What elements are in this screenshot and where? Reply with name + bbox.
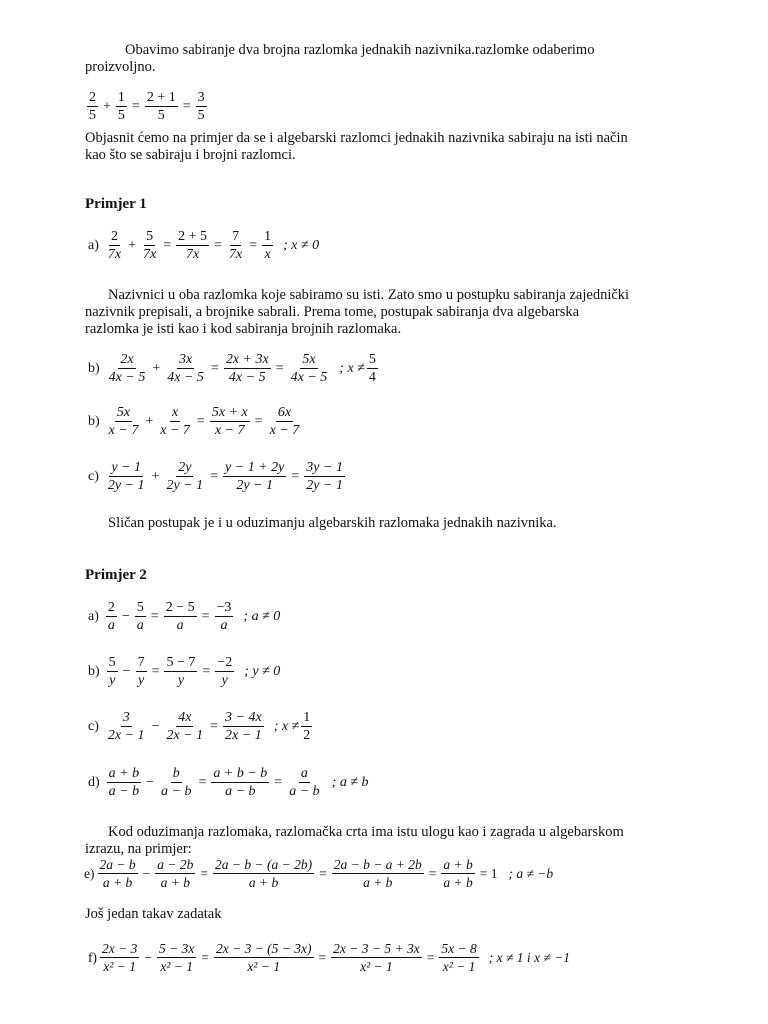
paragraph-line-1: Nazivnici u oba razlomka koje sabiramo su isti. Zato smo u postupku sabiranja zajednički [108, 287, 630, 303]
numerator: 2x − 3 − 5 + 3x [333, 941, 420, 956]
denominator: 4x − 5 [167, 370, 204, 385]
denominator: a [136, 618, 144, 633]
numerator: 3 [197, 90, 205, 105]
fraction [223, 460, 286, 493]
numerator: 7 [137, 655, 145, 670]
fraction [262, 229, 273, 262]
example-2e: e) $\frac{2a - b}{a + b}$ − $\frac{a - 2b}{a + b}$ = $\frac{2a - b - (a - 2b)}{a + b}$ = $\frac{2a - b - a + 2b}{a + b}$ = $\frac{a + b}{a + b}$ = 1 ; a ≠ −b [84, 857, 554, 890]
item-label: a) [88, 237, 99, 253]
numerator: −2 [217, 655, 233, 670]
example-1c: c) $\frac{y - 1}{2y - 1}$ + $\frac{2y}{2y - 1}$ = $\frac{y - 1 + 2y}{2y - 1}$ = $\frac{3y - 1}{2y - 1}$ [88, 460, 343, 493]
denominator: x² − 1 [103, 959, 136, 974]
numerator: 5 [136, 600, 144, 615]
section-heading-primjer-1: Primjer 1 [85, 196, 147, 212]
fraction [106, 600, 117, 633]
fraction [141, 229, 158, 262]
numerator: y − 1 + 2y [225, 460, 285, 475]
numerator: a + b − b [213, 766, 268, 781]
fraction [304, 460, 345, 493]
denominator: a − b [289, 784, 320, 799]
denominator: a + b [248, 875, 279, 890]
numerator: −3 [216, 600, 232, 615]
condition: ; a ≠ b [331, 774, 369, 790]
condition: ; a ≠ −b [508, 865, 554, 881]
fraction [155, 857, 195, 890]
denominator: x² − 1 [160, 959, 193, 974]
fraction [158, 405, 192, 438]
example-2c: c) $\frac{3}{2x - 1}$ − $\frac{4x}{2x - 1}$ = $\frac{3 - 4x}{2x - 1}$ ; x ≠ $\frac{1}{2}$ [88, 710, 311, 743]
fraction [211, 766, 269, 799]
numerator: 2a − b − (a − 2b) [215, 857, 313, 872]
example-1b-second: b) $\frac{5x}{x - 7}$ + $\frac{x}{x - 7}$ = $\frac{5x + x}{x - 7}$ = $\frac{6x}{x - 7}$ [88, 405, 300, 438]
numerator: 3 − 4x [225, 710, 262, 725]
another-task-text: Još jedan takav zadatak [85, 906, 222, 922]
example-1b-first: b) $\frac{2x}{4x - 5}$ + $\frac{3x}{4x - 5}$ = $\frac{2x + 3x}{4x - 5}$ = $\frac{5x}{4x - 5}$ ; x ≠ $\frac{5}{4}$ [88, 352, 376, 385]
fraction [164, 710, 205, 743]
numerator: 5 [368, 352, 376, 367]
numerator: 4x [178, 710, 192, 725]
numerator: y − 1 [111, 460, 142, 475]
denominator: 4x − 5 [290, 370, 328, 385]
fraction [159, 766, 193, 799]
fraction [439, 941, 478, 974]
fraction [332, 857, 424, 890]
fraction [135, 600, 146, 633]
denominator: 4x − 5 [108, 370, 146, 385]
fraction [107, 352, 148, 385]
numeric-example [85, 90, 209, 123]
numerator: 5 [108, 655, 116, 670]
denominator: 2y − 1 [107, 478, 145, 493]
paragraph-line-3: razlomka je isti kao i kod sabiranja brojnih razlomaka. [85, 321, 402, 337]
numerator: 3 [122, 710, 130, 725]
condition: ; y ≠ 0 [244, 663, 281, 679]
numerator: 5x [302, 352, 316, 367]
item-label: c) [88, 468, 99, 484]
item-label: b) [88, 663, 100, 679]
denominator: x [264, 247, 271, 262]
numerator: 5 − 7 [166, 655, 196, 670]
fraction [224, 352, 271, 385]
result: = 1 [479, 865, 498, 881]
condition: ; x ≠ 0 [283, 237, 320, 253]
example-1a: a) $\frac{2}{7x}$ + $\frac{5}{7x}$ = $\frac{2 + 5}{7x}$ = $\frac{7}{7x}$ = $\frac{1}{x}$ ; x ≠ 0 [88, 229, 320, 262]
numerator: 2 + 5 [178, 229, 208, 244]
fraction [164, 655, 197, 688]
denominator: y [137, 673, 145, 688]
numerator: a + b [108, 766, 140, 781]
denominator: y [177, 673, 185, 688]
fraction [301, 710, 312, 743]
example-2a: a) $\frac{2}{a}$ − $\frac{5}{a}$ = $\frac{2 - 5}{a}$ = $\frac{-3}{a}$ ; a ≠ 0 [88, 600, 281, 633]
numerator: 2x + 3x [225, 352, 269, 367]
denominator: x − 7 [108, 423, 139, 438]
paragraph-line-2: izrazu, na primjer: [85, 841, 192, 857]
item-label: b) [88, 360, 100, 376]
denominator: 2y − 1 [306, 478, 343, 493]
numerator: 2 [89, 90, 96, 105]
fraction [107, 655, 118, 688]
numerator: 2a − b [99, 857, 136, 872]
denominator: a [176, 618, 184, 633]
denominator: 2 [303, 728, 311, 743]
condition: ; a ≠ 0 [243, 608, 281, 624]
numerator: 1 [303, 710, 311, 725]
denominator: 2x − 1 [107, 728, 145, 743]
fraction [164, 460, 205, 493]
intro-line-2: proizvoljno. [85, 59, 156, 75]
equals-sign: = [182, 98, 191, 114]
fraction [98, 857, 138, 890]
item-label: c) [88, 718, 99, 734]
fraction [106, 460, 147, 493]
denominator: 4x − 5 [228, 370, 266, 385]
fraction [157, 941, 196, 974]
denominator: x − 7 [214, 423, 245, 438]
fraction [87, 90, 98, 123]
fraction [331, 941, 422, 974]
denominator: 2y − 1 [236, 478, 274, 493]
denominator: 7x [185, 247, 200, 262]
numerator: 2x − 3 [102, 941, 138, 956]
fraction [164, 600, 197, 633]
numerator: 6x [277, 405, 292, 420]
paragraph-line-1: Kod oduzimanja razlomaka, razlomačka crta ima istu ulogu kao i zagrada u algebarskom [108, 824, 624, 840]
fraction [215, 600, 234, 633]
numerator: 5 [146, 229, 154, 244]
denominator: x² − 1 [360, 959, 393, 974]
numerator: 5 − 3x [158, 941, 195, 956]
denominator: x² − 1 [442, 959, 476, 974]
fraction [214, 941, 314, 974]
denominator: 4 [368, 370, 376, 385]
fraction [136, 655, 147, 688]
fraction [227, 229, 244, 262]
denominator: a [220, 618, 228, 633]
example-2f: f) $\frac{2x - 3}{\text{x² − 1}}$ − $\frac{5 - 3x}{\text{x² − 1}}$ = $\frac{2x - 3 - (5 - 3x)}{\text{x² − 1}}$ = $\frac{2x - 3 - 5 + 3x}{\text{x² − 1}}$ = $\frac{5x - 8}{\text{x² − 1}}$ ; x ≠ 1 i x ≠ −1 [88, 941, 571, 974]
fraction [116, 90, 127, 123]
denominator: a [107, 618, 115, 633]
numerator: 3y − 1 [306, 460, 343, 475]
fraction [100, 941, 139, 974]
denominator: x² − 1 [247, 959, 281, 974]
denominator: 5 [197, 108, 205, 123]
numerator: 2x − 3 − (5 − 3x) [215, 941, 312, 956]
item-label: e) [84, 865, 95, 881]
item-label: a) [88, 608, 99, 624]
fraction [145, 90, 178, 123]
fraction [268, 405, 302, 438]
numerator: 2 [111, 229, 118, 244]
denominator: a − b [108, 784, 140, 799]
item-label: d) [88, 774, 100, 790]
numerator: 2 + 1 [146, 90, 176, 105]
numerator: 2a − b − a + 2b [333, 857, 422, 872]
intro-line-1: Obavimo sabiranje dva brojna razlomka jednakih nazivnika.razlomke odaberimo [125, 42, 595, 58]
denominator: x − 7 [269, 423, 300, 438]
denominator: 7x [228, 247, 243, 262]
fraction [213, 857, 314, 890]
fraction [196, 90, 207, 123]
fraction [441, 857, 474, 890]
explanation-line-2: kao što se sabiraju i brojni razlomci. [85, 147, 296, 163]
denominator: 2x − 1 [166, 728, 204, 743]
numerator: 5x [116, 405, 131, 420]
fraction [287, 766, 321, 799]
condition: ; x ≠ [273, 718, 300, 734]
denominator: 5 [117, 108, 125, 123]
denominator: a + b [443, 875, 473, 890]
fraction [223, 710, 264, 743]
fraction [289, 352, 330, 385]
denominator: a + b [160, 875, 190, 890]
numerator: 1 [264, 229, 272, 244]
denominator: y [221, 673, 228, 688]
section-heading-primjer-2: Primjer 2 [85, 567, 147, 583]
fraction [107, 405, 141, 438]
fraction [176, 229, 209, 262]
example-2d: d) $\frac{a + b}{a - b}$ − $\frac{b}{a - b}$ = $\frac{a + b - b}{a - b}$ = $\frac{a}{a - b}$ ; a ≠ b [88, 766, 369, 799]
denominator: a − b [161, 784, 192, 799]
numerator: 1 [117, 90, 125, 105]
numerator: 3x [178, 352, 193, 367]
denominator: 7x [107, 247, 122, 262]
denominator: 5 [157, 108, 165, 123]
condition: ; x ≠ [339, 360, 365, 376]
numerator: 5x + x [211, 405, 248, 420]
fraction [210, 405, 250, 438]
fraction [107, 766, 141, 799]
equals-sign: = [131, 98, 140, 114]
example-2b: b) $\frac{5}{y}$ − $\frac{7}{y}$ = $\frac{5 - 7}{y}$ = $\frac{-2}{y}$ ; y ≠ 0 [88, 655, 281, 688]
numerator: a + b [443, 857, 473, 872]
paragraph-line-2: nazivnik prepisali, a brojnike sabrali. Prema tome, postupak sabiranja dva algebarska [85, 304, 580, 320]
explanation-line-1: Objasnit ćemo na primjer da se i algebarski razlomci jednakih nazivnika sabiraju na isti način [85, 130, 628, 146]
fraction [106, 229, 123, 262]
fraction [165, 352, 206, 385]
numerator: a [300, 766, 308, 781]
denominator: 5 [89, 108, 96, 123]
denominator: 2y − 1 [166, 478, 204, 493]
numerator: 5x − 8 [441, 941, 477, 956]
denominator: 2x − 1 [225, 728, 262, 743]
item-label: f) [88, 949, 97, 965]
numerator: b [172, 766, 180, 781]
numerator: 2 − 5 [165, 600, 195, 615]
numerator: x [171, 405, 179, 420]
numerator: 2 [107, 600, 115, 615]
fraction [367, 352, 378, 385]
denominator: y [109, 673, 116, 688]
denominator: a + b [363, 875, 393, 890]
numerator: 2x [120, 352, 134, 367]
numerator: 7 [232, 229, 240, 244]
fraction [215, 655, 234, 688]
denominator: a − b [225, 784, 256, 799]
denominator: x − 7 [160, 423, 190, 438]
plus-sign: + [103, 98, 111, 114]
similar-procedure-text: Sličan postupak je i u oduzimanju algebarskih razlomaka jednakih nazivnika. [108, 515, 557, 531]
condition: ; x ≠ 1 i x ≠ −1 [488, 949, 571, 965]
denominator: a + b [102, 875, 133, 890]
numerator: 2y [178, 460, 192, 475]
denominator: 7x [143, 247, 157, 262]
fraction [106, 710, 147, 743]
numerator: a − 2b [157, 857, 194, 872]
item-label: b) [88, 413, 100, 429]
